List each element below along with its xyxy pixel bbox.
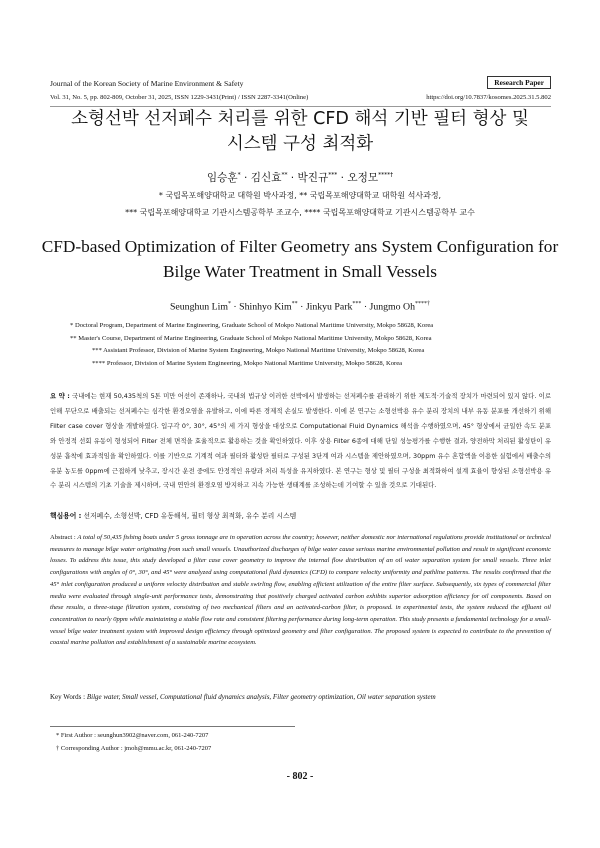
- korean-abstract-label: 요 약 :: [50, 392, 70, 400]
- korean-author-name: 오정모: [347, 172, 379, 184]
- author-mark: ***: [352, 301, 362, 307]
- author-mark: **: [291, 301, 298, 307]
- article-type-badge: Research Paper: [487, 76, 551, 89]
- korean-authors: [40, 170, 560, 185]
- author-name: Seunghun Lim: [169, 301, 228, 313]
- english-keywords: [50, 693, 436, 701]
- korean-author-list: 임승훈* · 김신효** · 박진규*** · 오정모****†: [206, 171, 394, 184]
- english-keywords-label: Key Words :: [50, 693, 86, 701]
- english-abstract: [50, 532, 551, 649]
- english-affiliation-1: * Doctoral Program, Department of Marine Engineering, Graduate School of Mokpo National Maritime University, Mokpo 58628, Korea: [70, 322, 434, 329]
- corresponding-author-footnote: † Corresponding Author : jmoh@mmu.ac.kr, 061-240-7207: [56, 745, 212, 752]
- korean-affiliation-1: * 국립목포해양대학교 대학원 박사과정, ** 국립목포해양대학교 대학원 석사과정,: [158, 191, 442, 200]
- korean-title-line-2: 시스템 구성 최적화: [226, 134, 374, 154]
- author-mark: ****†: [415, 301, 430, 307]
- korean-author-mark: ****†: [378, 171, 394, 179]
- korean-abstract-text: 국내에는 현재 50,435척의 5톤 미만 어선이 존재하나, 국내외 법규상 이러한 선박에서 발생하는 선저폐수를 관리하기 위한 제도적·기술적 장치가 마련되어 있지 않다. 이로 인해 무단으로 배출되는 선저폐수는 심각한 환경오염을 유발하고, 이에 따른 경제적 손실도 발생한다. 이에 본 연구는 소형선박용 유수 분리 장치의 내부 유동 분포를 개선하기 위해 Filter case cover 형상을 개발하였다. 입구각 0°, 30°, 45°의 세 가지 형상을 대상으로 Computational Fluid Dynamics 해석을 수행하였으며, 45° 형상에서 균일한 속도 분포와 안정적 선회 유동이 형성되어 Filter 전체 면적을 효율적으로 활용하는 것을 확인하였다. 이후 상용 Filter 6종에 대해 단일 성능평가를 수행한 결과, 양전하막 처리된 활성탄이 유성분 흡착에 효과적임을 확인하였다. 이를 기반으로 기계적 여과 필터와 활성탄 필터로 구성된 3단계 여과 시스템을 제안하였으며, 30ppm 유수 혼합액을 이용한 실험에서 배출수의 유분 농도를 0ppm에 근접하게 낮추고, 장시간 운전 중에도 안정적인 유량과 처리 특성을 유지하였다. 본 연구는 형상 및 필터 구성을 최적화하여 설계 효율이 향상된 소형선박용 유수 분리 시스템의 기초 기술을 제시하며, 국내 연안의 환경오염 방지하고 지속 가능한 생태계를 조성하는데 기여할 수 있을 것으로 기대된다.: [50, 392, 551, 490]
- korean-affiliation-2: *** 국립목포해양대학교 기관시스템공학부 조교수, **** 국립목포해양대학교 기관시스템공학부 교수: [125, 208, 475, 217]
- journal-name: Journal of the Korean Society of Marine Environment & Safety: [50, 79, 244, 88]
- english-keywords-text: Bilge water, Small vessel, Computational fluid dynamics analysis, Filter geometry optimization, Oil water separation system: [86, 693, 436, 701]
- korean-author-mark: ***: [328, 171, 338, 179]
- korean-author-mark: **: [281, 171, 288, 179]
- footnote-divider: [50, 726, 295, 727]
- doi-link[interactable]: https://doi.org/10.7837/kosomes.2025.31.5.802: [426, 94, 551, 101]
- korean-title-line-1: 소형선박 선저폐수 처리를 위한 CFD 해석 기반 필터 형상 및: [71, 109, 529, 129]
- english-authors: Seunghun Lim* · Shinhyo Kim** · Jinkyu Park*** · Jungmo Oh****†: [169, 301, 430, 313]
- korean-keywords-label: 핵심용어 :: [50, 512, 82, 520]
- korean-author-name: 임승훈: [206, 172, 238, 184]
- korean-keywords-text: 선저폐수, 소형선박, CFD 유동해석, 필터 형상 최적화, 유수 분리 시스템: [83, 512, 297, 520]
- korean-title: [40, 107, 560, 157]
- first-author-footnote: * First Author : seunghun3902@naver.com, 061-240-7207: [56, 732, 209, 739]
- korean-author-name: 박진규: [297, 172, 329, 184]
- korean-abstract: [50, 389, 551, 493]
- english-title: [30, 234, 570, 284]
- author-name: Jungmo Oh: [369, 301, 415, 313]
- english-abstract-label: Abstract :: [50, 534, 76, 541]
- volume-info: Vol. 31, No. 5, pp. 802-809, October 31, 2025, ISSN 1229-3431(Print) / ISSN 2287-3341(Online): [50, 94, 309, 101]
- english-affiliation-2: ** Master's Course, Department of Marine Engineering, Graduate School of Mokpo National Maritime University, Mokpo 58628, Korea: [70, 335, 432, 342]
- english-affiliation-3: *** Assistant Professor, Division of Marine System Engineering, Mokpo National Maritime University, Mokpo 58628, Korea: [92, 347, 425, 354]
- korean-keywords: [50, 510, 296, 520]
- korean-author-name: 김신효: [250, 172, 282, 184]
- author-name: Jinkyu Park: [305, 301, 353, 313]
- english-title-line-2: Bilge Water Treatment in Small Vessels: [163, 262, 437, 281]
- author-mark: *: [227, 301, 231, 307]
- korean-author-mark: *: [237, 171, 241, 179]
- author-name: Shinhyo Kim: [239, 301, 292, 313]
- page-number: - 802 -: [286, 771, 314, 782]
- english-title-line-1: CFD-based Optimization of Filter Geometry ans System Configuration for: [41, 237, 559, 256]
- english-affiliation-4: **** Professor, Division of Marine System Engineering, Mokpo National Maritime University, Mokpo 58628, Korea: [92, 360, 403, 367]
- english-abstract-text: A total of 50,435 fishing boats under 5 gross tonnage are in operation across the country; however, neither domestic nor international regulations provide institutional or technical measures to manage bilge water originating from such small vessels. Unauthorized discharges of bilge water cause serious marine environmental pollution and result in significant economic losses. To address this issue, this study developed a filter case cover geometry to improve the internal flow distribution of an oil water separation system for small vessels. Three inlet configurations with angles of 0°, 30°, and 45° were analyzed using computational fluid dynamics (CFD) to compare velocity uniformity and pathline patterns. The results confirmed that the 45° inlet configuration produced a uniform velocity distribution and stable swirling flow, enabling efficient utilization of the entire filter surface. Subsequently, six types of commercial filter media were evaluated through single-unit performance tests, demonstrating that positively charged activated carbon exhibits superior adsorption efficiency for oil components. Based on these results, a three-stage filtration system, consisting of two mechanical filters and an activated-carbon filter, is proposed. in experimental tests, the system reduced the effluent oil concentration to nearly 0ppm while maintaining a stable flow rate and consistent filtering performance during long-term operation. This study presents a fundamental technology for a small-vessel bilge water treatment system with improved design efficiency through optimized geometry and filter configuration. The proposed system is expected to contribute to the prevention of coastal marine pollution and establishment of a sustainable marine ecosystem.: [50, 534, 551, 647]
